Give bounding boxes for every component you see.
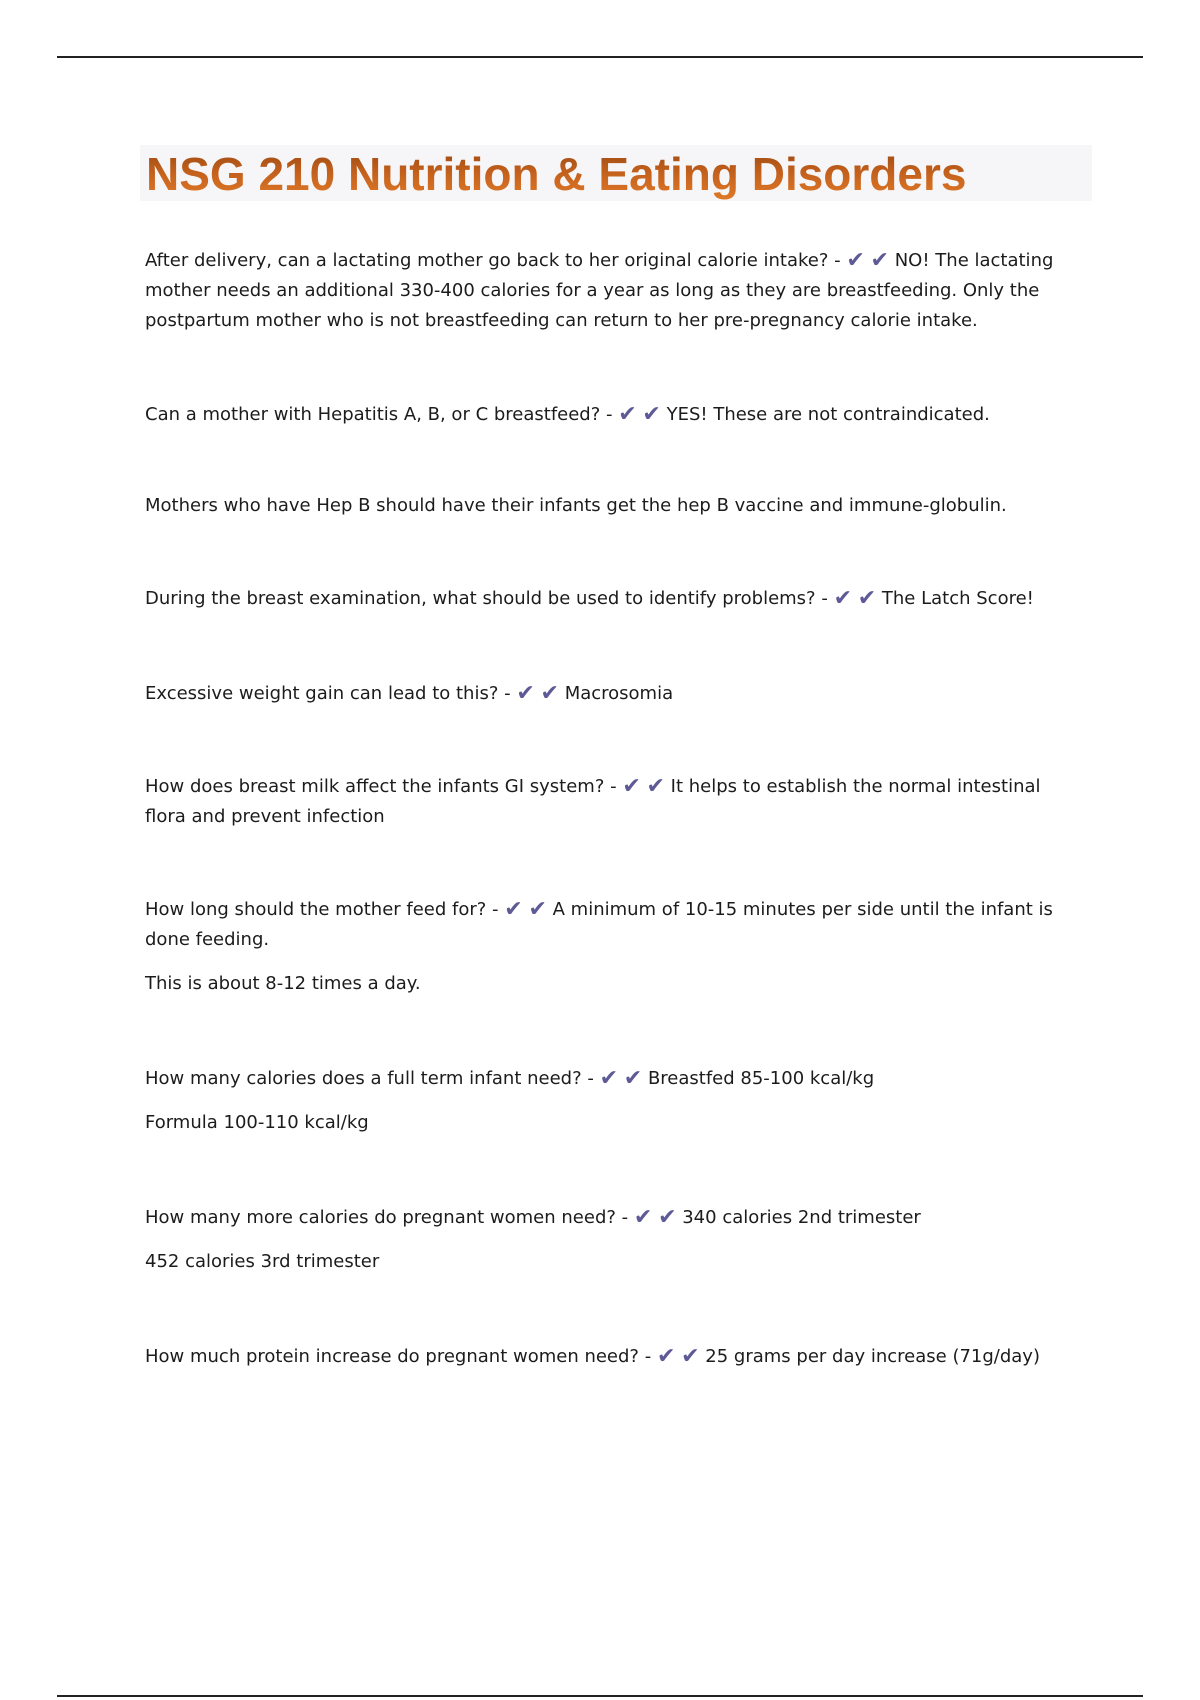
check-icon: ✔ bbox=[833, 586, 852, 611]
check-icon: ✔ bbox=[656, 1344, 676, 1369]
qa-entry-pregnancy-protein bbox=[145, 1342, 1075, 1372]
bottom-rule bbox=[57, 1695, 1143, 1697]
qa-text bbox=[145, 1064, 1075, 1094]
check-icon: ✔ bbox=[504, 897, 523, 922]
check-icon: ✔ bbox=[599, 1066, 619, 1091]
extra-text: Formula 100-110 kcal/kg bbox=[145, 1112, 369, 1133]
qa-text bbox=[145, 246, 1075, 336]
question-text: How many calories does a full term infant need? - bbox=[145, 1068, 594, 1089]
check-icon: ✔ bbox=[633, 1205, 653, 1230]
top-rule bbox=[57, 56, 1143, 58]
question-text: During the breast examination, what should be used to identify problems? - bbox=[145, 588, 828, 609]
check-icon: ✔ bbox=[857, 586, 877, 611]
qa-text bbox=[145, 1342, 1075, 1372]
answer-text: The Latch Score! bbox=[881, 588, 1034, 609]
check-icon: ✔ bbox=[540, 681, 559, 706]
answer-text: 25 grams per day increase (71g/day) bbox=[705, 1346, 1040, 1367]
qa-entry-latch-score bbox=[145, 584, 1075, 614]
qa-entry-infant-calories bbox=[145, 1064, 1075, 1138]
check-icon: ✔ bbox=[658, 1205, 677, 1230]
answer-text: Macrosomia bbox=[564, 683, 674, 704]
question-text: How much protein increase do pregnant women need? - bbox=[145, 1346, 652, 1367]
question-text: Excessive weight gain can lead to this? - bbox=[145, 683, 511, 704]
check-icon: ✔ bbox=[618, 402, 637, 427]
check-icon: ✔ bbox=[516, 681, 535, 706]
answer-text: YES! These are not contraindicated. bbox=[666, 404, 990, 425]
qa-text bbox=[145, 679, 1075, 709]
answer-text: It helps to establish the normal intestinal flora and prevent infection bbox=[145, 776, 1041, 827]
qa-entry-pregnancy-calories bbox=[145, 1203, 1075, 1277]
qa-entry-feeding-duration bbox=[145, 895, 1075, 999]
statement-text: Mothers who have Hep B should have their infants get the hep B vaccine and immune-globulin. bbox=[145, 495, 1007, 516]
check-icon: ✔ bbox=[646, 774, 665, 799]
check-icon: ✔ bbox=[623, 1066, 643, 1091]
check-icon: ✔ bbox=[846, 248, 865, 273]
qa-entry-lactation-calories bbox=[145, 246, 1075, 336]
qa-entry-hep-b-statement bbox=[145, 491, 1075, 521]
check-icon: ✔ bbox=[528, 897, 547, 922]
qa-text bbox=[145, 584, 1075, 614]
qa-entry-macrosomia bbox=[145, 679, 1075, 709]
check-icon: ✔ bbox=[642, 402, 661, 427]
qa-text bbox=[145, 772, 1075, 832]
qa-entry-gi-system bbox=[145, 772, 1075, 832]
check-icon: ✔ bbox=[870, 248, 889, 273]
question-text: How many more calories do pregnant women need? - bbox=[145, 1207, 629, 1228]
qa-entry-hepatitis bbox=[145, 400, 1075, 430]
question-text: Can a mother with Hepatitis A, B, or C breastfeed? - bbox=[145, 404, 613, 425]
answer-text: A minimum of 10-15 minutes per side until the infant is done feeding. bbox=[145, 899, 1053, 950]
extra-text: This is about 8-12 times a day. bbox=[145, 973, 421, 994]
extra-text: 452 calories 3rd trimester bbox=[145, 1251, 380, 1272]
qa-text bbox=[145, 1203, 1075, 1233]
qa-text bbox=[145, 895, 1075, 955]
question-text: How long should the mother feed for? - bbox=[145, 899, 499, 920]
check-icon: ✔ bbox=[681, 1344, 700, 1369]
answer-text: NO! The lactating mother needs an additional 330-400 calories for a year as long as they are breastfeeding. Only the postpartum mother who is not breastfeeding can return to her pre-pregnancy calorie intake. bbox=[145, 250, 1054, 331]
qa-text bbox=[145, 400, 1075, 430]
answer-text: Breastfed 85-100 kcal/kg bbox=[647, 1068, 875, 1089]
question-text: How does breast milk affect the infants GI system? - bbox=[145, 776, 617, 797]
check-icon: ✔ bbox=[622, 774, 641, 799]
answer-text: 340 calories 2nd trimester bbox=[682, 1207, 921, 1228]
document-title: NSG 210 Nutrition & Eating Disorders bbox=[146, 148, 967, 200]
question-text: After delivery, can a lactating mother go back to her original calorie intake? - bbox=[145, 250, 841, 271]
